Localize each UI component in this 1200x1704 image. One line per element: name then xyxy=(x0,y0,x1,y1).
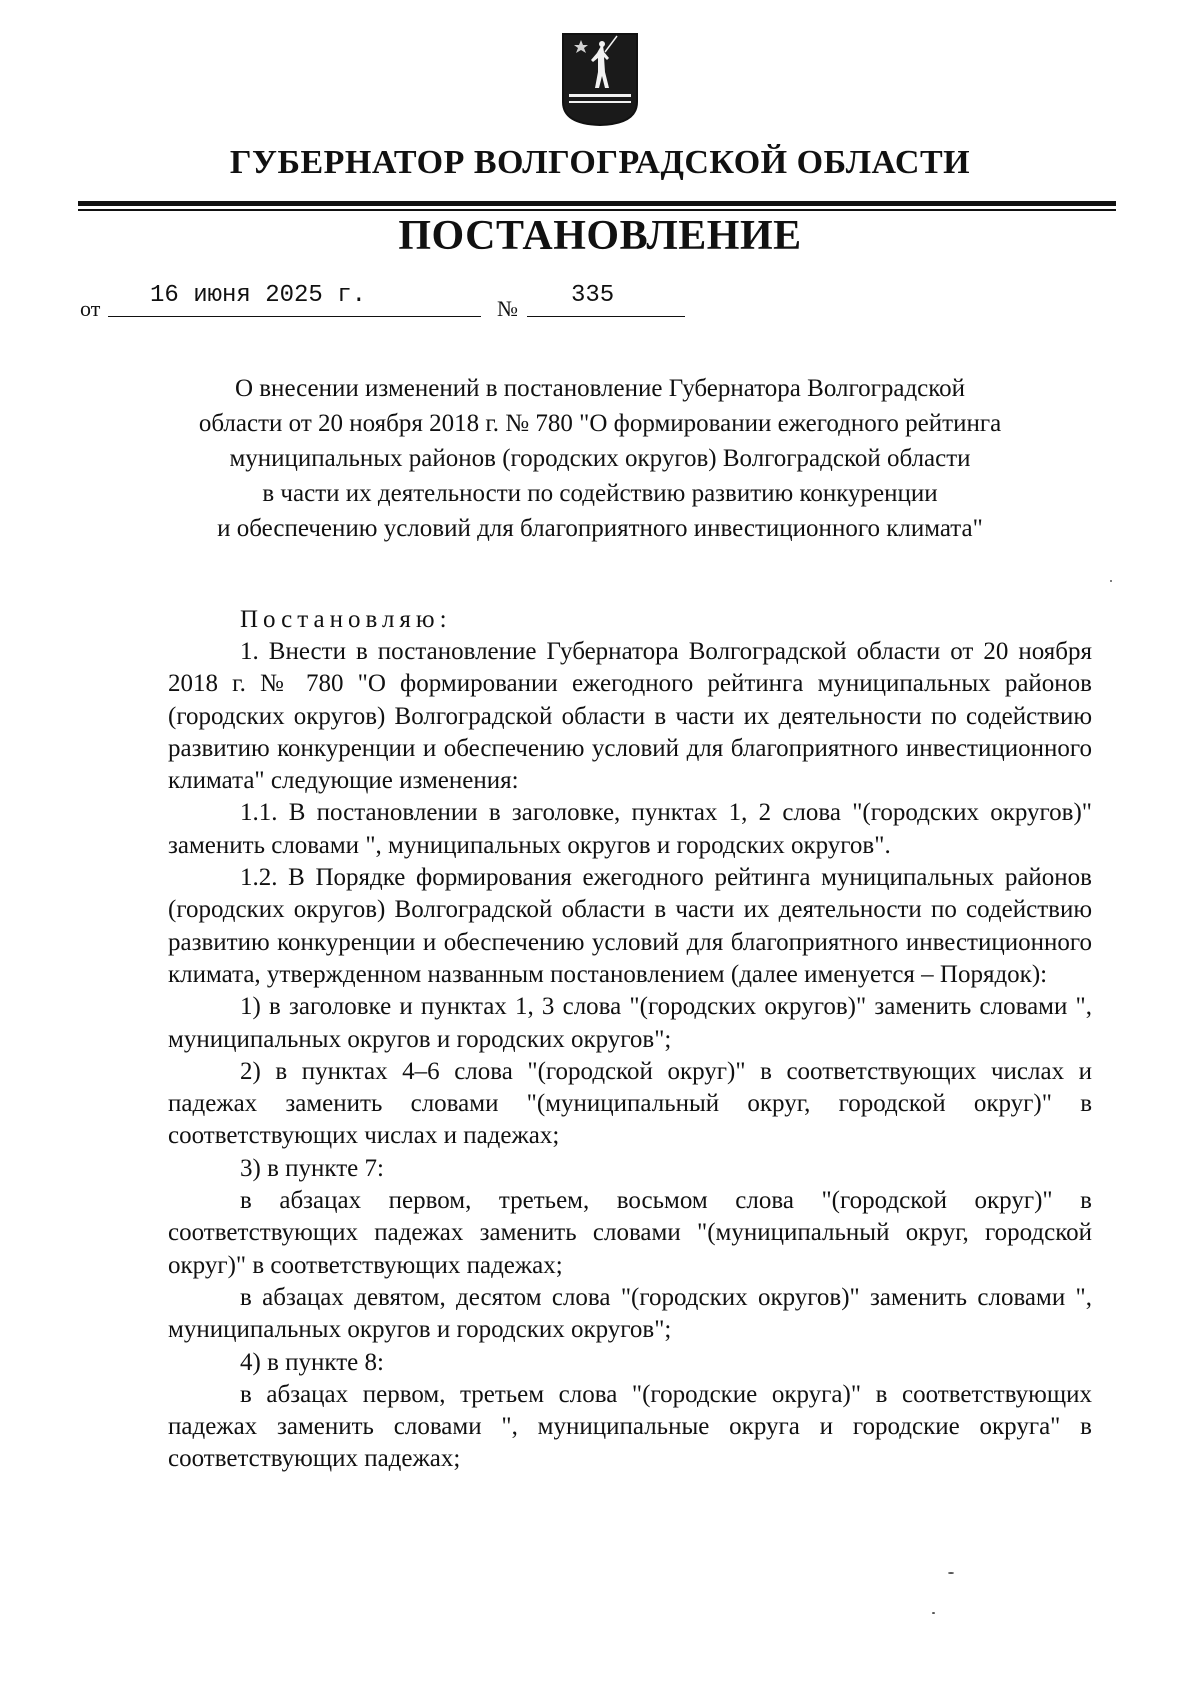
scan-speck xyxy=(1110,580,1112,582)
scan-speck xyxy=(932,1612,935,1614)
document-body xyxy=(168,636,1092,1476)
organization-title: ГУБЕРНАТОР ВОЛГОГРАДСКОЙ ОБЛАСТИ xyxy=(229,144,971,181)
header-divider-thick xyxy=(78,201,1116,206)
paragraph: в абзацах первом, третьем, восьмом слова "(городской округ)" в соответствующих падежах заменить словами "(муниципальный округ, городской округ)" в соответствующих падежах; xyxy=(168,1187,1092,1279)
paragraph: 3) в пункте 7: xyxy=(240,1154,384,1182)
subject-line: О внесении изменений в постановление Губернатора Волгоградской xyxy=(234,375,966,402)
header-divider-thin xyxy=(78,209,1116,211)
document-date: 16 июня 2025 г. xyxy=(150,282,367,309)
document-subject xyxy=(150,371,1050,546)
paragraph: 2) в пунктах 4–6 слова "(городской округ)" в соответствующих числах и падежах заменить словами "(муниципальный округ, городской округ)" в соответствующих числах и падежах; xyxy=(168,1057,1092,1150)
coat-of-arms-icon xyxy=(561,32,639,126)
paragraph: в абзацах девятом, десятом слова "(городских округов)" заменить словами ", муниципальных округов и городских округов"; xyxy=(168,1283,1092,1344)
subject-line: и обеспечению условий для благоприятного инвестиционного климата" xyxy=(217,515,983,542)
number-label: № xyxy=(497,296,518,321)
number-underline xyxy=(527,316,685,317)
date-underline xyxy=(108,316,481,317)
paragraph: в абзацах первом, третьем слова "(городские округа)" в соответствующих падежах заменить словами ", муниципальные округа и городские округа" в соответствующих падежах; xyxy=(168,1380,1092,1473)
subject-line: области от 20 ноября 2018 г. № 780 "О формировании ежегодного рейтинга xyxy=(198,410,1002,437)
paragraph: 1.1. В постановлении в заголовке, пунктах 1, 2 слова "(городских округов)" заменить словами ", муниципальных округов и городских округов". xyxy=(168,799,1092,859)
preamble: Постановляю: xyxy=(240,606,452,633)
document-type-title: ПОСТАНОВЛЕНИЕ xyxy=(398,213,802,259)
paragraph: 4) в пункте 8: xyxy=(240,1348,384,1376)
document-number: 335 xyxy=(571,282,615,309)
scan-speck xyxy=(948,1572,954,1574)
subject-line: в части их деятельности по содействию развитию конкуренции xyxy=(262,480,938,507)
paragraph: 1.2. В Порядке формирования ежегодного рейтинга муниципальных районов (городских округов) Волгоградской области в части их деятельности по содействию развитию конкуренции и обеспечению условий для благоприятного инвестиционного климата, утвержденном названным постановлением (далее именуется – Порядок): xyxy=(168,864,1092,988)
subject-line: муниципальных районов (городских округов) Волгоградской области xyxy=(229,445,971,472)
date-label: от xyxy=(80,296,101,321)
paragraph: 1) в заголовке и пунктах 1, 3 слова "(городских округов)" заменить словами ", муниципальных округов и городских округов"; xyxy=(168,993,1092,1053)
paragraph: 1. Внести в постановление Губернатора Волгоградской области от 20 ноября 2018 г. № 780 "О формировании ежегодного рейтинга муниципальных районов (городских округов) Волгоградской области в части их деятельности по содействию развитию конкуренции и обеспечению условий для благоприятного инвестиционного климата" следующие изменения: xyxy=(168,638,1092,795)
